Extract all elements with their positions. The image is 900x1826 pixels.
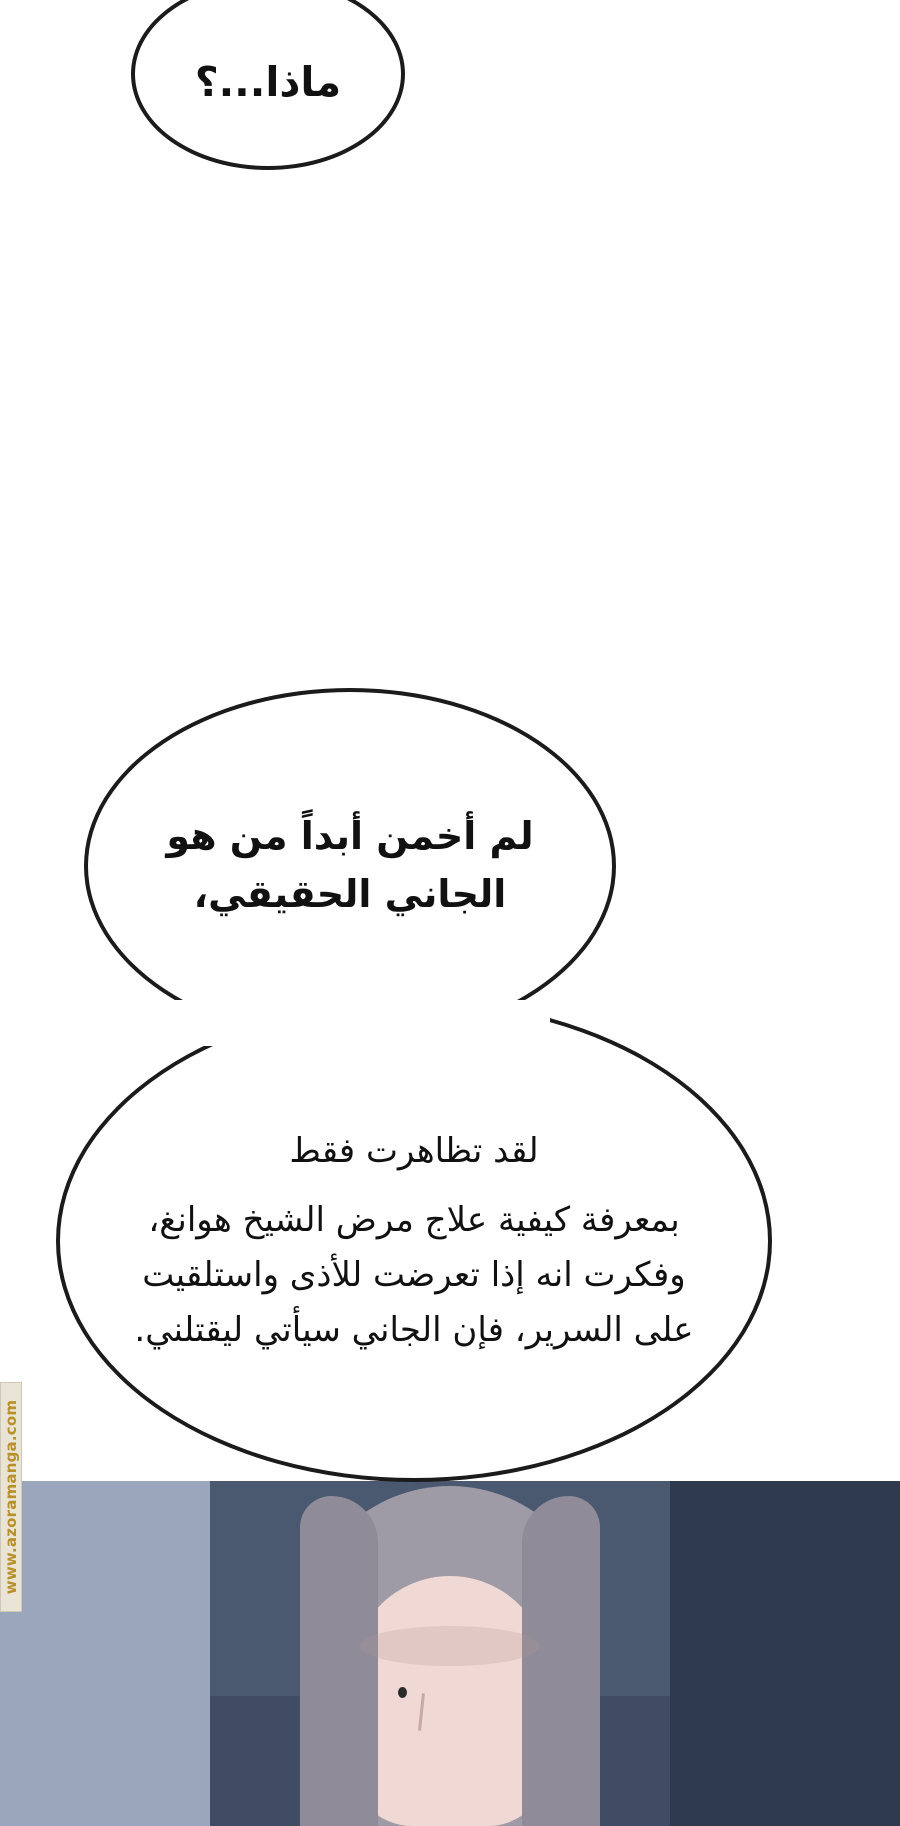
character-nose-dot	[398, 1687, 407, 1698]
speech-balloon-lower-body: بمعرفة كيفية علاج مرض الشيخ هوانغ، وفكرت انه إذا تعرضت للأذى واستلقيت على السرير، فإن الجاني سيأتي ليقتلني.	[134, 1199, 694, 1351]
speech-balloon-lower-text-wrap	[60, 1124, 768, 1358]
speech-balloon-lower-lead: لقد تظاهرت فقط	[289, 1130, 539, 1171]
balloon-merge-patch	[150, 1000, 550, 1046]
speech-balloon-top-text: ماذا...؟	[194, 58, 342, 107]
scene-right-block	[670, 1481, 900, 1826]
speech-balloon-lower	[56, 1000, 772, 1482]
character-hair-strand-right	[522, 1496, 600, 1826]
character-face	[352, 1576, 548, 1826]
site-watermark	[0, 1382, 22, 1612]
speech-balloon-middle-text: لم أخمن أبداً من هو الجاني الحقيقي،	[166, 814, 534, 916]
speech-balloon-top	[131, 0, 405, 170]
scene-left-block	[0, 1481, 210, 1826]
character-brow-shadow	[360, 1626, 540, 1666]
site-watermark-text: www.azoramanga.com	[2, 1399, 20, 1595]
speech-balloon-middle	[84, 688, 616, 1044]
bottom-scene	[0, 1481, 900, 1826]
character-hair-strand-left	[300, 1496, 378, 1826]
